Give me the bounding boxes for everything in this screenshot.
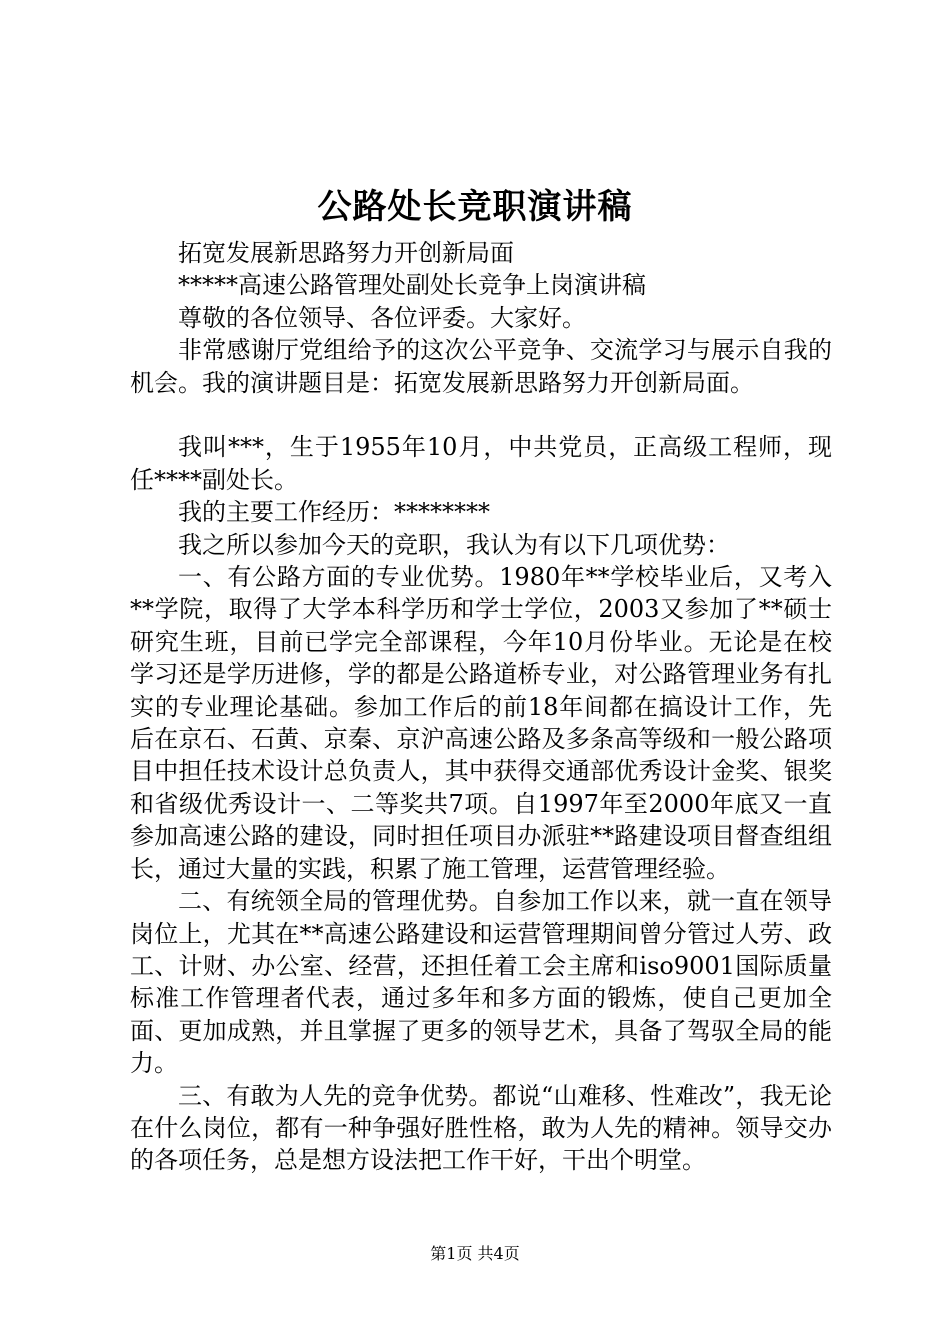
paragraph-spacer [130, 399, 832, 431]
advantage-three-paragraph: 三、有敢为人先的竞争优势。都说“山难移、性难改”，我无论在什么岗位，都有一种争强好胜性格，敢为人先的精神。领导交办的各项任务，总是想方设法把工作干好，干出个明堂。 [130, 1081, 832, 1175]
subtitle-paragraph: 拓宽发展新思路努力开创新局面 [178, 239, 514, 267]
thanks-paragraph: 非常感谢厅党组给予的这次公平竞争、交流学习与展示自我的机会。我的演讲题目是：拓宽发展新思路努力开创新局面。 [130, 336, 832, 397]
speech-heading-paragraph: *****高速公路管理处副处长竞争上岗演讲稿 [178, 271, 646, 300]
advantages-intro-paragraph: 我之所以参加今天的竞职，我认为有以下几项优势： [178, 530, 730, 559]
document-body [130, 237, 832, 1177]
advantage-one-paragraph: 一、有公路方面的专业优势。1980年**学校毕业后，又考入**学院，取得了大学本科学历和学士学位，2003又参加了**硕士研究生班，目前已学完全部课程，今年10月份毕业。无论是在校学习还是学历进修，学的都是公路道桥专业，对公路管理业务有扎实的专业理论基础。参加工作后的前18年间都在搞设计工作，先后在京石、石黄、京秦、京沪高速公路及多条高等级和一般公路项目中担任技术设计总负责人，其中获得交通部优秀设计金奖、银奖和省级优秀设计一、二等奖共7项。自1997年至2000年底又一直参加高速公路的建设，同时担任项目办派驻**路建设项目督查组组长，通过大量的实践，积累了施工管理，运营管理经验。 [130, 563, 832, 883]
greeting-paragraph: 尊敬的各位领导、各位评委。大家好。 [178, 303, 586, 332]
work-experience-paragraph: 我的主要工作经历：******** [178, 498, 490, 527]
page-title: 公路处长竞职演讲稿 [317, 187, 633, 227]
advantage-two-paragraph: 二、有统领全局的管理优势。自参加工作以来，就一直在领导岗位上，尤其在**高速公路建设和运营管理期间曾分管过人劳、政工、计财、办公室、经营，还担任着工会主席和iso9001国际质量标准工作管理者代表，通过多年和多方面的锻炼，使自己更加全面、更加成熟，并且掌握了更多的领导艺术，具备了驾驭全局的能力。 [130, 887, 832, 1078]
introduction-paragraph: 我叫***，生于1955年10月，中共党员，正高级工程师，现任****副处长。 [130, 433, 832, 494]
page-number-footer: 第1页 共4页 [430, 1244, 520, 1263]
